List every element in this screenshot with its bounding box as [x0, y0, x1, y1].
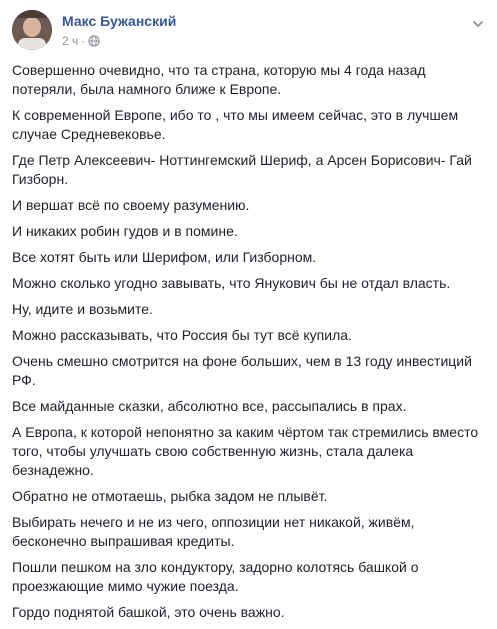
post-meta [62, 34, 100, 48]
post-paragraph: Совершенно очевидно, что та страна, которую мы 4 года назад потеряли, была намного ближе к Европе. [12, 62, 426, 97]
post-paragraph: Можно рассказывать, что Россия бы тут всё купила. [12, 327, 352, 343]
post-paragraph: А Европа, к которой непонятно за каким чёртом так стремились вместо того, чтобы улучшать свою собственную жизнь, стала далека безнадежно. [12, 424, 479, 478]
post-header [12, 9, 487, 53]
avatar[interactable] [12, 10, 52, 50]
post-paragraph: Ну, идите и возьмите. [12, 301, 153, 317]
post-paragraph: Все хотят быть или Шерифом, или Гизборном. [12, 249, 317, 265]
post-paragraph: Обратно не отмотаешь, рыбка задом не плывёт. [12, 488, 328, 504]
post-paragraph: И никаких робин гудов и в помине. [12, 223, 238, 239]
chevron-down-icon[interactable] [471, 17, 485, 31]
meta-separator: · [81, 34, 86, 48]
post-paragraph: Очень смешно смотрится на фоне больших, чем в 13 году инвестиций РФ. [12, 353, 472, 388]
post-paragraph: Выбирать нечего и не из чего, оппозиции нет никакой, живём, бесконечно выпрашивая кредиты. [12, 514, 415, 549]
post-paragraph: К современной Европе, ибо то , что мы имеем сейчас, это в лучшем случае Средневековье. [12, 107, 459, 142]
post-paragraph: Где Петр Алексеевич- Ноттингемский Шериф, а Арсен Борисович- Гай Гизборн. [12, 152, 472, 187]
post-paragraph: Пошли пешком на зло кондуктору, задорно колотясь башкой о проезжающие мимо чужие поезда. [12, 559, 419, 594]
profile-photo-icon [12, 10, 52, 50]
author-name[interactable]: Макс Бужанский [62, 13, 177, 29]
post-timestamp[interactable]: 2 ч [62, 34, 79, 48]
post-paragraph: Все майданные сказки, абсолютно все, рассыпались в прах. [12, 398, 407, 414]
post-paragraph: И вершат всё по своему разумению. [12, 197, 250, 213]
post-body [12, 61, 482, 629]
post-paragraph: Гордо поднятой башкой, это очень важно. [12, 604, 285, 620]
globe-icon[interactable] [88, 35, 100, 47]
post-paragraph: Можно сколько угодно завывать, что Янукович бы не отдал власть. [12, 275, 451, 291]
